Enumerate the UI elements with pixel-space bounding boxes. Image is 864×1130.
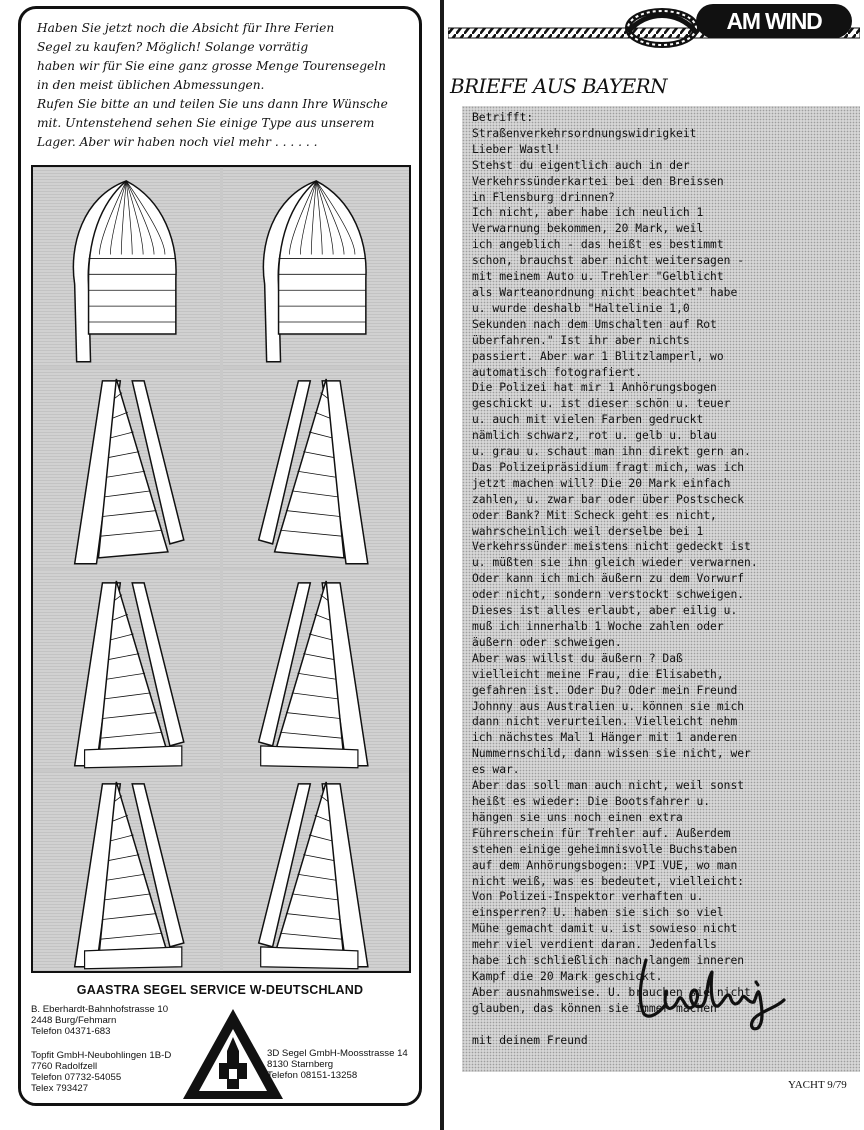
letter-line: nicht weiß, was es bedeutet, vielleicht: bbox=[472, 874, 745, 888]
jib-sail-drawing bbox=[223, 571, 410, 770]
page-number: YACHT 9/79 bbox=[788, 1079, 847, 1091]
letter-line: Oder kann ich mich äußern zu dem Vorwurf bbox=[472, 572, 745, 586]
address-line: Telefon 07732-54055 bbox=[31, 1072, 122, 1083]
letter-line: es war. bbox=[472, 763, 520, 777]
address-line: 7760 Radolfzell bbox=[31, 1061, 98, 1072]
letter-line: oder Bank? Mit Scheck geht es nicht, bbox=[472, 508, 717, 522]
letter-line: u. wurde deshalb "Haltelinie 1,0 bbox=[472, 301, 690, 315]
address-line: B. Eberhardt-Bahnhofstrasse 10 bbox=[31, 1004, 169, 1015]
address-line: 8130 Starnberg bbox=[267, 1059, 334, 1070]
address-radolfzell bbox=[31, 1050, 171, 1094]
letter-line: heißt es wieder: Die Bootsfahrer u. bbox=[472, 794, 711, 808]
letter-line: Verkehrssünder meistens nicht gedeckt ist bbox=[472, 540, 751, 554]
handwritten-line: Haben Sie jetzt noch die Absicht für Ihre Ferien bbox=[37, 21, 335, 35]
letter-line: geschickt u. ist dieser schön u. teuer bbox=[472, 397, 731, 411]
brand-name: GAASTRA SEGEL SERVICE W-DEUTSCHLAND bbox=[76, 983, 364, 997]
letter-line: ich angeblich - das heißt es bestimmt bbox=[472, 238, 724, 252]
letter-line: Dieses ist alles erlaubt, aber eilig u. bbox=[472, 604, 738, 618]
letter-line: vielleicht meine Frau, die Elisabeth, bbox=[472, 667, 724, 681]
letter-line: schon, brauchst aber nicht weitersagen - bbox=[472, 254, 745, 268]
address-starnberg bbox=[267, 1048, 408, 1081]
letter-line: stehen einige geheimnisvolle Buchstaben bbox=[472, 842, 738, 856]
letter-box bbox=[462, 106, 860, 1072]
address-line: 2448 Burg/Fehmarn bbox=[31, 1015, 117, 1026]
letter-body bbox=[472, 110, 758, 1048]
right-page bbox=[444, 0, 864, 1130]
letter-line: mehr viel verdient daran. Jedenfalls bbox=[472, 938, 717, 952]
jib-sail-drawing bbox=[33, 369, 220, 568]
handwritten-line: haben wir für Sie eine ganz grosse Menge Tourensegeln bbox=[37, 59, 387, 73]
letter-line: nämlich schwarz, rot u. gelb u. blau bbox=[472, 429, 717, 443]
handwritten-line: in den meist üblichen Abmessungen. bbox=[37, 78, 265, 92]
letter-line: auf dem Anhörungsbogen: VPI VUE, wo man bbox=[472, 858, 738, 872]
letter-line: einsperren? U. haben sie sich so viel bbox=[472, 906, 724, 920]
spinnaker-sail-drawing bbox=[33, 167, 220, 366]
letter-line: habe ich schließlich nach langem inneren bbox=[472, 954, 745, 968]
letter-line: ich nächstes Mal 1 Hänger mit 1 anderen bbox=[472, 731, 738, 745]
address-line: Topfit GmbH-Neubohlingen 1B-D bbox=[31, 1050, 172, 1061]
letter-line: gefahren ist. Oder Du? Oder mein Freund bbox=[472, 683, 738, 697]
letter-line: Nummernschild, dann wissen sie nicht, wer bbox=[472, 747, 751, 761]
letter-line: muß ich innerhalb 1 Woche zahlen oder bbox=[472, 620, 724, 633]
letter-line: mit meinem Auto u. Trehler "Gelblicht bbox=[472, 270, 724, 284]
letter-line: oder nicht, sondern verstockt schweigen. bbox=[472, 588, 745, 602]
letter-line: mit deinem Freund bbox=[472, 1033, 588, 1047]
letter-line: Verkehrssünderkartei bei den Breissen bbox=[472, 174, 724, 188]
letter-line: Stehst du eigentlich auch in der bbox=[472, 158, 690, 172]
letter-line: Die Polizei hat mir 1 Anhörungsbogen bbox=[472, 381, 717, 395]
sail-advertisement bbox=[18, 6, 422, 1106]
letter-line: Von Polizei-Inspektor verhaften u. bbox=[472, 890, 704, 904]
jib-sail-drawing bbox=[33, 571, 220, 770]
letter-line: Lieber Wastl! bbox=[472, 142, 561, 156]
letter-line: Kampf die 20 Mark geschickt. bbox=[472, 969, 663, 983]
letter-line: automatisch fotografiert. bbox=[472, 365, 643, 379]
letter-line: passiert. Aber war 1 Blitzlamperl, wo bbox=[472, 349, 724, 363]
address-line: Telex 793427 bbox=[31, 1083, 89, 1094]
letter-line: äußern oder schweigen. bbox=[472, 635, 622, 649]
jib-sail-drawing bbox=[33, 772, 220, 971]
letter-line: hängen sie uns noch einen extra bbox=[472, 810, 683, 824]
handwritten-intro bbox=[37, 19, 409, 152]
letter-line: Sekunden nach dem Umschalten auf Rot bbox=[472, 317, 717, 331]
letter-line: Johnny aus Australien u. können sie mich bbox=[472, 699, 745, 713]
letter-line: zahlen, u. zwar bar oder über Postscheck bbox=[472, 492, 745, 506]
letter-line: Straßenverkehrsordnungswidrigkeit bbox=[472, 126, 697, 140]
letter-line: Aber was willst du äußern ? Daß bbox=[472, 651, 683, 665]
letter-line: dann nicht verurteilen. Vielleicht nehm bbox=[472, 715, 738, 729]
address-line: Telefon 04371-683 bbox=[31, 1026, 111, 1037]
letter-line: Aber ausnahmsweise. U. brauchen sie nicht bbox=[472, 985, 751, 999]
letter-line: u. auch mit vielen Farben gedruckt bbox=[472, 413, 704, 427]
handwritten-line: Rufen Sie bitte an und teilen Sie uns dann Ihre Wünsche bbox=[37, 97, 388, 111]
address-line: Telefon 08151-13258 bbox=[267, 1070, 358, 1081]
letter-line: Mühe gemacht damit u. ist sowieso nicht bbox=[472, 922, 738, 936]
sail-illustration-grid bbox=[31, 165, 411, 973]
am-wind-badge: AM WIND bbox=[696, 4, 852, 38]
letter-line: wahrscheinlich weil derselbe bei 1 bbox=[472, 524, 704, 538]
jib-sail-drawing bbox=[223, 369, 410, 568]
handwritten-line: Lager. Aber wir haben noch viel mehr . . . . . . bbox=[37, 135, 318, 149]
handwritten-line: Segel zu kaufen? Möglich! Solange vorrätig bbox=[37, 40, 309, 54]
letter-line: Das Polizeipräsidium fragt mich, was ich bbox=[472, 460, 745, 474]
letter-line: u. grau u. schaut man ihn direkt gern an. bbox=[472, 445, 751, 459]
spinnaker-sail-drawing bbox=[223, 167, 410, 366]
letter-line: Führerschein für Trehler auf. Außerdem bbox=[472, 826, 731, 840]
letter-line: Betrifft: bbox=[472, 111, 534, 124]
signature-ludwig bbox=[632, 952, 792, 1032]
address-line: 3D Segel GmbH-Moosstrasse 14 bbox=[267, 1048, 408, 1059]
letter-line: überfahren." Ist ihr aber nichts bbox=[472, 333, 690, 347]
letter-line: Verwarnung bekommen, 20 Mark, weil bbox=[472, 222, 704, 236]
letter-line: Ich nicht, aber habe ich neulich 1 bbox=[472, 206, 704, 220]
letter-line: u. müßten sie ihn gleich wieder verwarnen. bbox=[472, 556, 758, 570]
handwritten-line: mit. Untenstehend sehen Sie einige Type aus unserem bbox=[37, 116, 375, 130]
letter-line: als Warteanordnung nicht beachtet" habe bbox=[472, 285, 738, 299]
letter-line: in Flensburg drinnen? bbox=[472, 190, 615, 204]
jib-sail-drawing bbox=[223, 772, 410, 971]
letter-line: Aber das soll man auch nicht, weil sonst bbox=[472, 779, 745, 793]
letter-line: jetzt machen will? Die 20 Mark einfach bbox=[472, 476, 731, 490]
section-title: BRIEFE AUS BAYERN bbox=[450, 74, 667, 98]
address-burg bbox=[31, 1004, 168, 1037]
ad-footer bbox=[21, 973, 419, 1103]
letter-line: glauben, das können sie immer machen bbox=[472, 1001, 717, 1015]
